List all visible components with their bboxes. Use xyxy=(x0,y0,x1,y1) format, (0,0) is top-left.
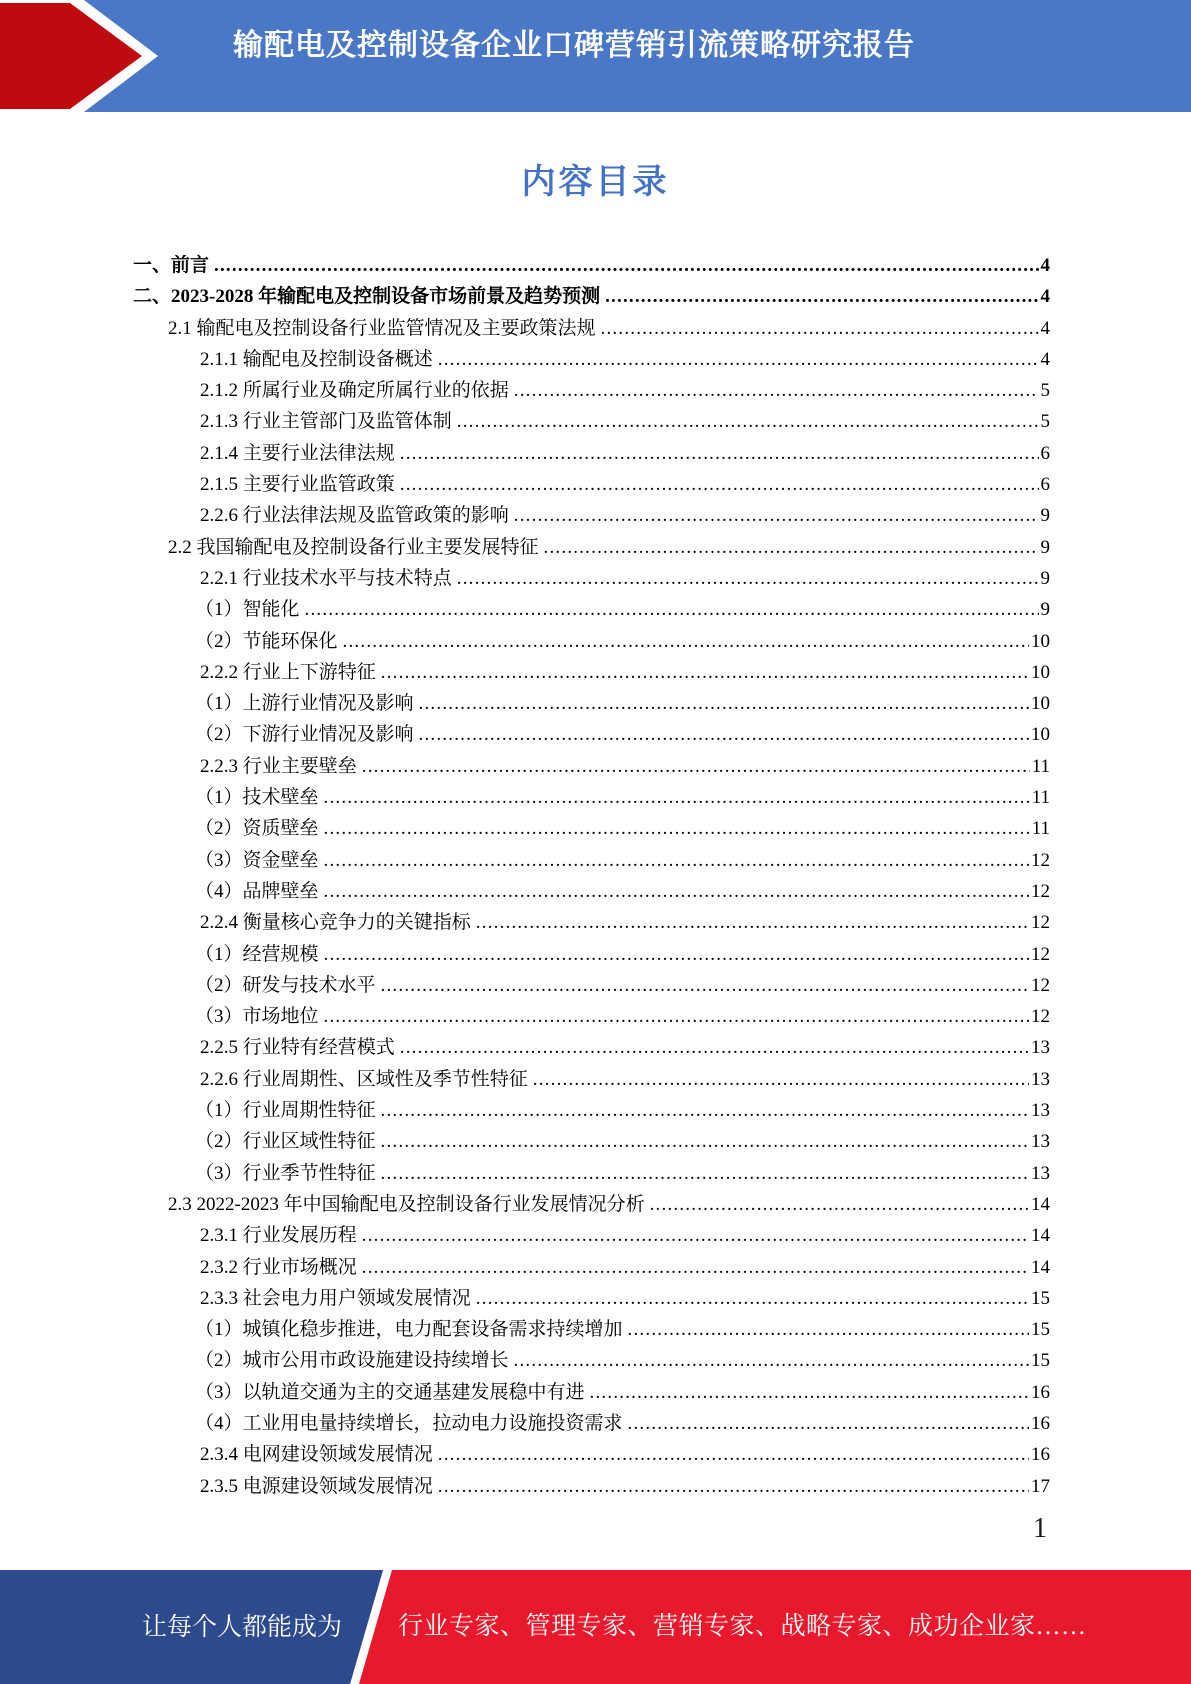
toc-entry-label: 2.2 我国输配电及控制设备行业主要发展特征 xyxy=(168,536,539,558)
toc-entry[interactable] xyxy=(133,1220,1050,1251)
toc-entry-page: 13 xyxy=(1031,1131,1050,1153)
toc-entry-page: 12 xyxy=(1031,849,1050,871)
toc-leader-dots xyxy=(400,1032,1029,1063)
toc-entry-page: 12 xyxy=(1031,943,1050,965)
toc-entry-page: 6 xyxy=(1040,474,1050,496)
toc-leader-dots xyxy=(605,281,1038,312)
toc-leader-dots xyxy=(438,344,1039,375)
toc-leader-dots xyxy=(362,751,1030,782)
toc-entry-label: （1）经营规模 xyxy=(195,943,319,965)
toc-entry[interactable] xyxy=(133,657,1050,688)
toc-leader-dots xyxy=(214,250,1038,281)
toc-leader-dots xyxy=(324,876,1029,907)
toc-entry[interactable] xyxy=(133,1283,1050,1314)
toc-entry[interactable] xyxy=(133,1064,1050,1095)
toc-entry[interactable] xyxy=(133,1377,1050,1408)
toc-entry-page: 10 xyxy=(1031,693,1050,715)
toc-entry[interactable] xyxy=(133,469,1050,500)
toc-entry-label: （2）下游行业情况及影响 xyxy=(195,724,414,746)
toc-entry[interactable] xyxy=(133,782,1050,813)
toc-entry-label: 2.2.5 行业特有经营模式 xyxy=(200,1037,395,1059)
toc-entry-page: 4 xyxy=(1040,348,1050,370)
toc-leader-dots xyxy=(324,1001,1029,1032)
toc-entry[interactable] xyxy=(133,375,1050,406)
toc-leader-dots xyxy=(590,1377,1029,1408)
toc-entry-page: 5 xyxy=(1040,411,1050,433)
toc-entry-page: 11 xyxy=(1031,755,1050,777)
toc-entry[interactable] xyxy=(133,1095,1050,1126)
toc-entry-page: 9 xyxy=(1040,536,1050,558)
toc-entry-page: 4 xyxy=(1040,317,1050,339)
toc-entry-label: 2.2.2 行业上下游特征 xyxy=(200,661,376,683)
toc-entry[interactable] xyxy=(133,250,1050,281)
toc-entry-page: 16 xyxy=(1031,1444,1050,1466)
toc-entry-label: （4）品牌壁垒 xyxy=(195,880,319,902)
toc-entry[interactable] xyxy=(133,813,1050,844)
toc-leader-dots xyxy=(305,594,1039,625)
toc-entry-label: 2.2.6 行业法律法规及监管政策的影响 xyxy=(200,505,509,527)
toc-entry-label: （4）工业用电量持续增长，拉动电力设施投资需求 xyxy=(195,1412,623,1434)
toc-entry-label: 2.1.4 主要行业法律法规 xyxy=(200,442,395,464)
toc-leader-dots xyxy=(362,1220,1029,1251)
toc-entry[interactable] xyxy=(133,751,1050,782)
toc-leader-dots xyxy=(438,1471,1029,1502)
toc-leader-dots xyxy=(544,532,1039,563)
toc-entry[interactable] xyxy=(133,688,1050,719)
toc-entry[interactable] xyxy=(133,438,1050,469)
toc-entry-page: 15 xyxy=(1031,1287,1050,1309)
toc-entry-label: （1）技术壁垒 xyxy=(195,787,319,809)
toc-leader-dots xyxy=(381,1158,1029,1189)
report-header-banner xyxy=(0,0,1191,112)
footer-slogan-right: 行业专家、管理专家、营销专家、战略专家、成功企业家…… xyxy=(398,1613,1087,1640)
toc-entry[interactable] xyxy=(133,1408,1050,1439)
toc-entry[interactable] xyxy=(133,594,1050,625)
toc-entry-page: 10 xyxy=(1031,630,1050,652)
toc-title: 内容目录 xyxy=(521,164,670,201)
toc-entry-label: （2）研发与技术水平 xyxy=(195,974,376,996)
toc-entry-label: （3）市场地位 xyxy=(195,1006,319,1028)
toc-entry[interactable] xyxy=(133,939,1050,970)
toc-entry[interactable] xyxy=(133,845,1050,876)
toc-entry[interactable] xyxy=(133,532,1050,563)
toc-entry-page: 13 xyxy=(1031,1162,1050,1184)
toc-entry[interactable] xyxy=(133,344,1050,375)
toc-leader-dots xyxy=(419,688,1029,719)
toc-entry[interactable] xyxy=(133,1314,1050,1345)
toc-entry-label: （2）行业区域性特征 xyxy=(195,1131,376,1153)
toc-entry[interactable] xyxy=(133,970,1050,1001)
toc-entry[interactable] xyxy=(133,1471,1050,1502)
toc-leader-dots xyxy=(476,1283,1029,1314)
toc-leader-dots xyxy=(533,1064,1029,1095)
toc-leader-dots xyxy=(381,970,1029,1001)
toc-leader-dots xyxy=(514,500,1039,531)
toc-entry-page: 12 xyxy=(1031,1006,1050,1028)
toc-leader-dots xyxy=(628,1314,1029,1345)
toc-entry-page: 9 xyxy=(1040,567,1050,589)
toc-entry-page: 4 xyxy=(1040,286,1050,308)
toc-entry-page: 14 xyxy=(1031,1256,1050,1278)
toc-entry-label: 2.3.3 社会电力用户领域发展情况 xyxy=(200,1287,471,1309)
toc-entry-label: （3）资金壁垒 xyxy=(195,849,319,871)
toc-entry-page: 6 xyxy=(1040,442,1050,464)
toc-entry[interactable] xyxy=(133,281,1050,312)
toc-leader-dots xyxy=(362,1252,1029,1283)
toc-entry-page: 16 xyxy=(1031,1412,1050,1434)
toc-entry-label: 2.1.1 输配电及控制设备概述 xyxy=(200,348,433,370)
toc-entry-page: 13 xyxy=(1031,1100,1050,1122)
toc-entry[interactable] xyxy=(133,563,1050,594)
toc-entry-label: （1）上游行业情况及影响 xyxy=(195,693,414,715)
toc-entry-page: 9 xyxy=(1040,599,1050,621)
toc-entry[interactable] xyxy=(133,876,1050,907)
toc-entry-label: 2.3.2 行业市场概况 xyxy=(200,1256,357,1278)
toc-leader-dots xyxy=(343,626,1029,657)
toc-entry-page: 13 xyxy=(1031,1068,1050,1090)
toc-entry-label: 二、2023-2028 年输配电及控制设备市场前景及趋势预测 xyxy=(133,286,601,308)
toc-entry-page: 12 xyxy=(1031,974,1050,996)
toc-entry-label: 2.1.2 所属行业及确定所属行业的依据 xyxy=(200,380,509,402)
toc-entry[interactable] xyxy=(133,313,1050,344)
toc-leader-dots xyxy=(400,469,1039,500)
toc-entry-label: 2.3.1 行业发展历程 xyxy=(200,1225,357,1247)
toc-leader-dots xyxy=(324,939,1029,970)
toc-entry-label: 2.2.1 行业技术水平与技术特点 xyxy=(200,567,452,589)
toc-entry-label: （1）行业周期性特征 xyxy=(195,1100,376,1122)
footer-banner xyxy=(0,1570,1191,1684)
toc-entry[interactable] xyxy=(133,1032,1050,1063)
toc-leader-dots xyxy=(400,438,1039,469)
toc-entry[interactable] xyxy=(133,500,1050,531)
toc-entry-label: （2）节能环保化 xyxy=(195,630,338,652)
toc-entry-page: 17 xyxy=(1031,1475,1050,1497)
toc-entry-label: 2.3 2022-2023 年中国输配电及控制设备行业发展情况分析 xyxy=(168,1193,645,1215)
toc-entry-page: 14 xyxy=(1031,1193,1050,1215)
toc-entry-page: 9 xyxy=(1040,505,1050,527)
toc-entry-label: （1）城镇化稳步推进，电力配套设备需求持续增加 xyxy=(195,1319,623,1341)
toc-entry-page: 15 xyxy=(1031,1350,1050,1372)
toc-entry[interactable] xyxy=(133,1001,1050,1032)
toc-entry-page: 14 xyxy=(1031,1225,1050,1247)
toc-entry[interactable] xyxy=(133,1158,1050,1189)
footer-slogan-left: 让每个人都能成为 xyxy=(142,1614,343,1641)
toc-entry-label: （2）城市公用市政设施建设持续增长 xyxy=(195,1350,509,1372)
toc-leader-dots xyxy=(438,1439,1029,1470)
toc-entry-page: 11 xyxy=(1031,787,1050,809)
toc-list xyxy=(133,250,1050,1502)
toc-leader-dots xyxy=(381,1126,1029,1157)
toc-entry-page: 11 xyxy=(1031,818,1050,840)
page-number: 1 xyxy=(1033,1513,1047,1544)
toc-entry-page: 13 xyxy=(1031,1037,1050,1059)
toc-entry-label: 2.2.6 行业周期性、区域性及季节性特征 xyxy=(200,1068,528,1090)
toc-leader-dots xyxy=(324,813,1030,844)
toc-entry-label: 2.1.3 行业主管部门及监管体制 xyxy=(200,411,452,433)
toc-entry[interactable] xyxy=(133,719,1050,750)
toc-entry-label: （3）以轨道交通为主的交通基建发展稳中有进 xyxy=(195,1381,585,1403)
toc-leader-dots xyxy=(601,313,1039,344)
toc-leader-dots xyxy=(514,375,1039,406)
toc-entry-page: 15 xyxy=(1031,1319,1050,1341)
toc-entry[interactable] xyxy=(133,1189,1050,1220)
toc-entry-label: 一、前言 xyxy=(133,255,210,276)
toc-entry[interactable] xyxy=(133,626,1050,657)
toc-entry-label: （2）资质壁垒 xyxy=(195,818,319,840)
toc-entry-page: 10 xyxy=(1031,661,1050,683)
toc-entry-label: （1）智能化 xyxy=(195,599,300,621)
toc-leader-dots xyxy=(628,1408,1029,1439)
report-title: 输配电及控制设备企业口碑营销引流策略研究报告 xyxy=(233,29,915,62)
toc-leader-dots xyxy=(476,907,1029,938)
toc-entry[interactable] xyxy=(133,1439,1050,1470)
toc-entry-label: 2.3.4 电网建设领域发展情况 xyxy=(200,1444,433,1466)
toc-entry-page: 10 xyxy=(1031,724,1050,746)
toc-leader-dots xyxy=(381,1095,1029,1126)
toc-entry-page: 16 xyxy=(1031,1381,1050,1403)
toc-entry[interactable] xyxy=(133,907,1050,938)
toc-entry[interactable] xyxy=(133,1252,1050,1283)
toc-entry-label: 2.2.3 行业主要壁垒 xyxy=(200,755,357,777)
toc-entry[interactable] xyxy=(133,1345,1050,1376)
toc-entry-page: 5 xyxy=(1040,380,1050,402)
toc-entry[interactable] xyxy=(133,406,1050,437)
toc-leader-dots xyxy=(419,719,1029,750)
toc-leader-dots xyxy=(514,1345,1029,1376)
toc-entry-label: 2.3.5 电源建设领域发展情况 xyxy=(200,1475,433,1497)
toc-entry-page: 4 xyxy=(1040,255,1050,276)
toc-entry-label: 2.1 输配电及控制设备行业监管情况及主要政策法规 xyxy=(168,317,596,339)
toc-entry-label: 2.2.4 衡量核心竞争力的关键指标 xyxy=(200,912,471,934)
toc-entry-page: 12 xyxy=(1031,880,1050,902)
toc-entry-label: （3）行业季节性特征 xyxy=(195,1162,376,1184)
toc-entry-label: 2.1.5 主要行业监管政策 xyxy=(200,474,395,496)
toc-leader-dots xyxy=(324,845,1029,876)
toc-entry[interactable] xyxy=(133,1126,1050,1157)
toc-leader-dots xyxy=(457,563,1039,594)
toc-leader-dots xyxy=(324,782,1030,813)
toc-entry-page: 12 xyxy=(1031,912,1050,934)
toc-leader-dots xyxy=(381,657,1029,688)
toc-leader-dots xyxy=(650,1189,1029,1220)
toc-leader-dots xyxy=(457,406,1039,437)
